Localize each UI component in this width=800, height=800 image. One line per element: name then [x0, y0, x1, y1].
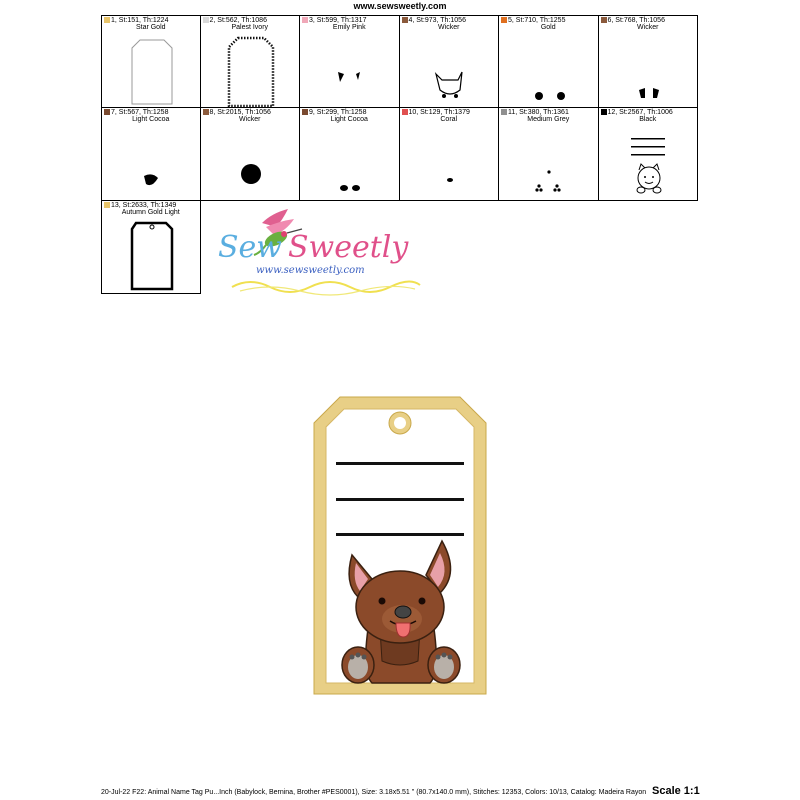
logo-sew-text: Sew — [218, 230, 282, 265]
thread-color-name: Medium Grey — [527, 116, 570, 123]
color-stop-stats: 2, St:562, Th:1086 — [209, 17, 267, 24]
color-stop-stats: 8, St:2015, Th:1056 — [209, 109, 271, 116]
color-stop-preview — [499, 108, 598, 200]
color-stop-cell — [101, 201, 201, 294]
color-stop-cell — [201, 108, 301, 201]
name-line-1 — [336, 462, 464, 465]
color-stop-cell — [499, 108, 599, 201]
thread-color-name: Wicker — [637, 24, 659, 31]
color-stop-preview — [400, 108, 499, 200]
color-stop-preview — [599, 16, 698, 108]
color-stop-cell — [400, 15, 500, 108]
thread-color-name: Gold — [540, 24, 556, 31]
name-line-3 — [336, 533, 464, 536]
color-stop-stats: 11, St:380, Th:1361 — [508, 109, 569, 116]
logo-sweetly-text: Sweetly — [288, 230, 409, 265]
color-stop-cell — [101, 108, 201, 201]
color-stop-preview — [300, 16, 399, 108]
color-stop-preview — [201, 108, 300, 200]
color-stop-preview — [300, 108, 399, 200]
color-stop-preview — [102, 108, 201, 200]
thread-color-name: Emily Pink — [332, 24, 366, 31]
color-stop-cell — [101, 15, 201, 108]
color-stop-stats: 1, St:151, Th:1224 — [111, 17, 169, 24]
color-stop-stats: 4, St:973, Th:1056 — [408, 17, 466, 24]
thread-color-name: Black — [639, 116, 657, 123]
thread-color-name: Light Cocoa — [132, 116, 170, 123]
color-stop-cell — [300, 108, 400, 201]
color-stop-stats: 5, St:710, Th:1255 — [508, 17, 566, 24]
design-info-footer: 20-Jul-22 F22: Animal Name Tag Pu...Inch (Babylock, Bernina, Brother #PES0001), Size: 3.18x5.51 " (80.7x140.0 mm), Stitches: 12353, Colors: 10/13, Catalog: Madeira Rayon — [101, 789, 647, 796]
thread-color-name: Wicker — [438, 24, 460, 31]
color-stop-stats: 9, St:299, Th:1258 — [309, 109, 367, 116]
color-stop-cell — [400, 108, 500, 201]
tag-hole — [389, 412, 411, 434]
logo-url: www.sewsweetly.com — [256, 265, 365, 276]
color-stop-cell — [599, 15, 699, 108]
thread-color-name: Star Gold — [135, 24, 166, 31]
scale-label: Scale 1:1 — [652, 785, 700, 797]
color-stop-cell — [599, 108, 699, 201]
color-stop-stats: 12, St:2567, Th:1006 — [607, 109, 673, 116]
color-stop-stats: 6, St:768, Th:1056 — [607, 17, 665, 24]
color-stop-preview — [102, 16, 201, 108]
color-stop-cell — [300, 15, 400, 108]
thread-color-name: Palest Ivory — [231, 24, 269, 31]
sew-sweetly-logo — [210, 205, 430, 300]
thread-color-name: Coral — [440, 116, 458, 123]
site-url: www.sewsweetly.com — [353, 1, 447, 11]
name-line-2 — [336, 498, 464, 501]
color-stop-stats: 3, St:599, Th:1317 — [309, 17, 367, 24]
color-stop-stats: 13, St:2633, Th:1349 — [111, 202, 177, 209]
thread-color-name: Wicker — [239, 116, 261, 123]
thread-color-name: Light Cocoa — [330, 116, 368, 123]
color-stop-preview — [400, 16, 499, 108]
color-stop-preview — [499, 16, 598, 108]
thread-color-name: Autumn Gold Light — [121, 209, 180, 216]
color-stop-cell — [201, 15, 301, 108]
color-stop-preview — [201, 16, 300, 108]
color-stop-stats: 10, St:129, Th:1379 — [408, 109, 470, 116]
color-stop-stats: 7, St:567, Th:1258 — [111, 109, 169, 116]
color-stop-preview — [599, 108, 698, 200]
color-stop-preview — [102, 201, 201, 293]
name-tag-design — [310, 393, 490, 698]
color-stop-cell — [499, 15, 599, 108]
